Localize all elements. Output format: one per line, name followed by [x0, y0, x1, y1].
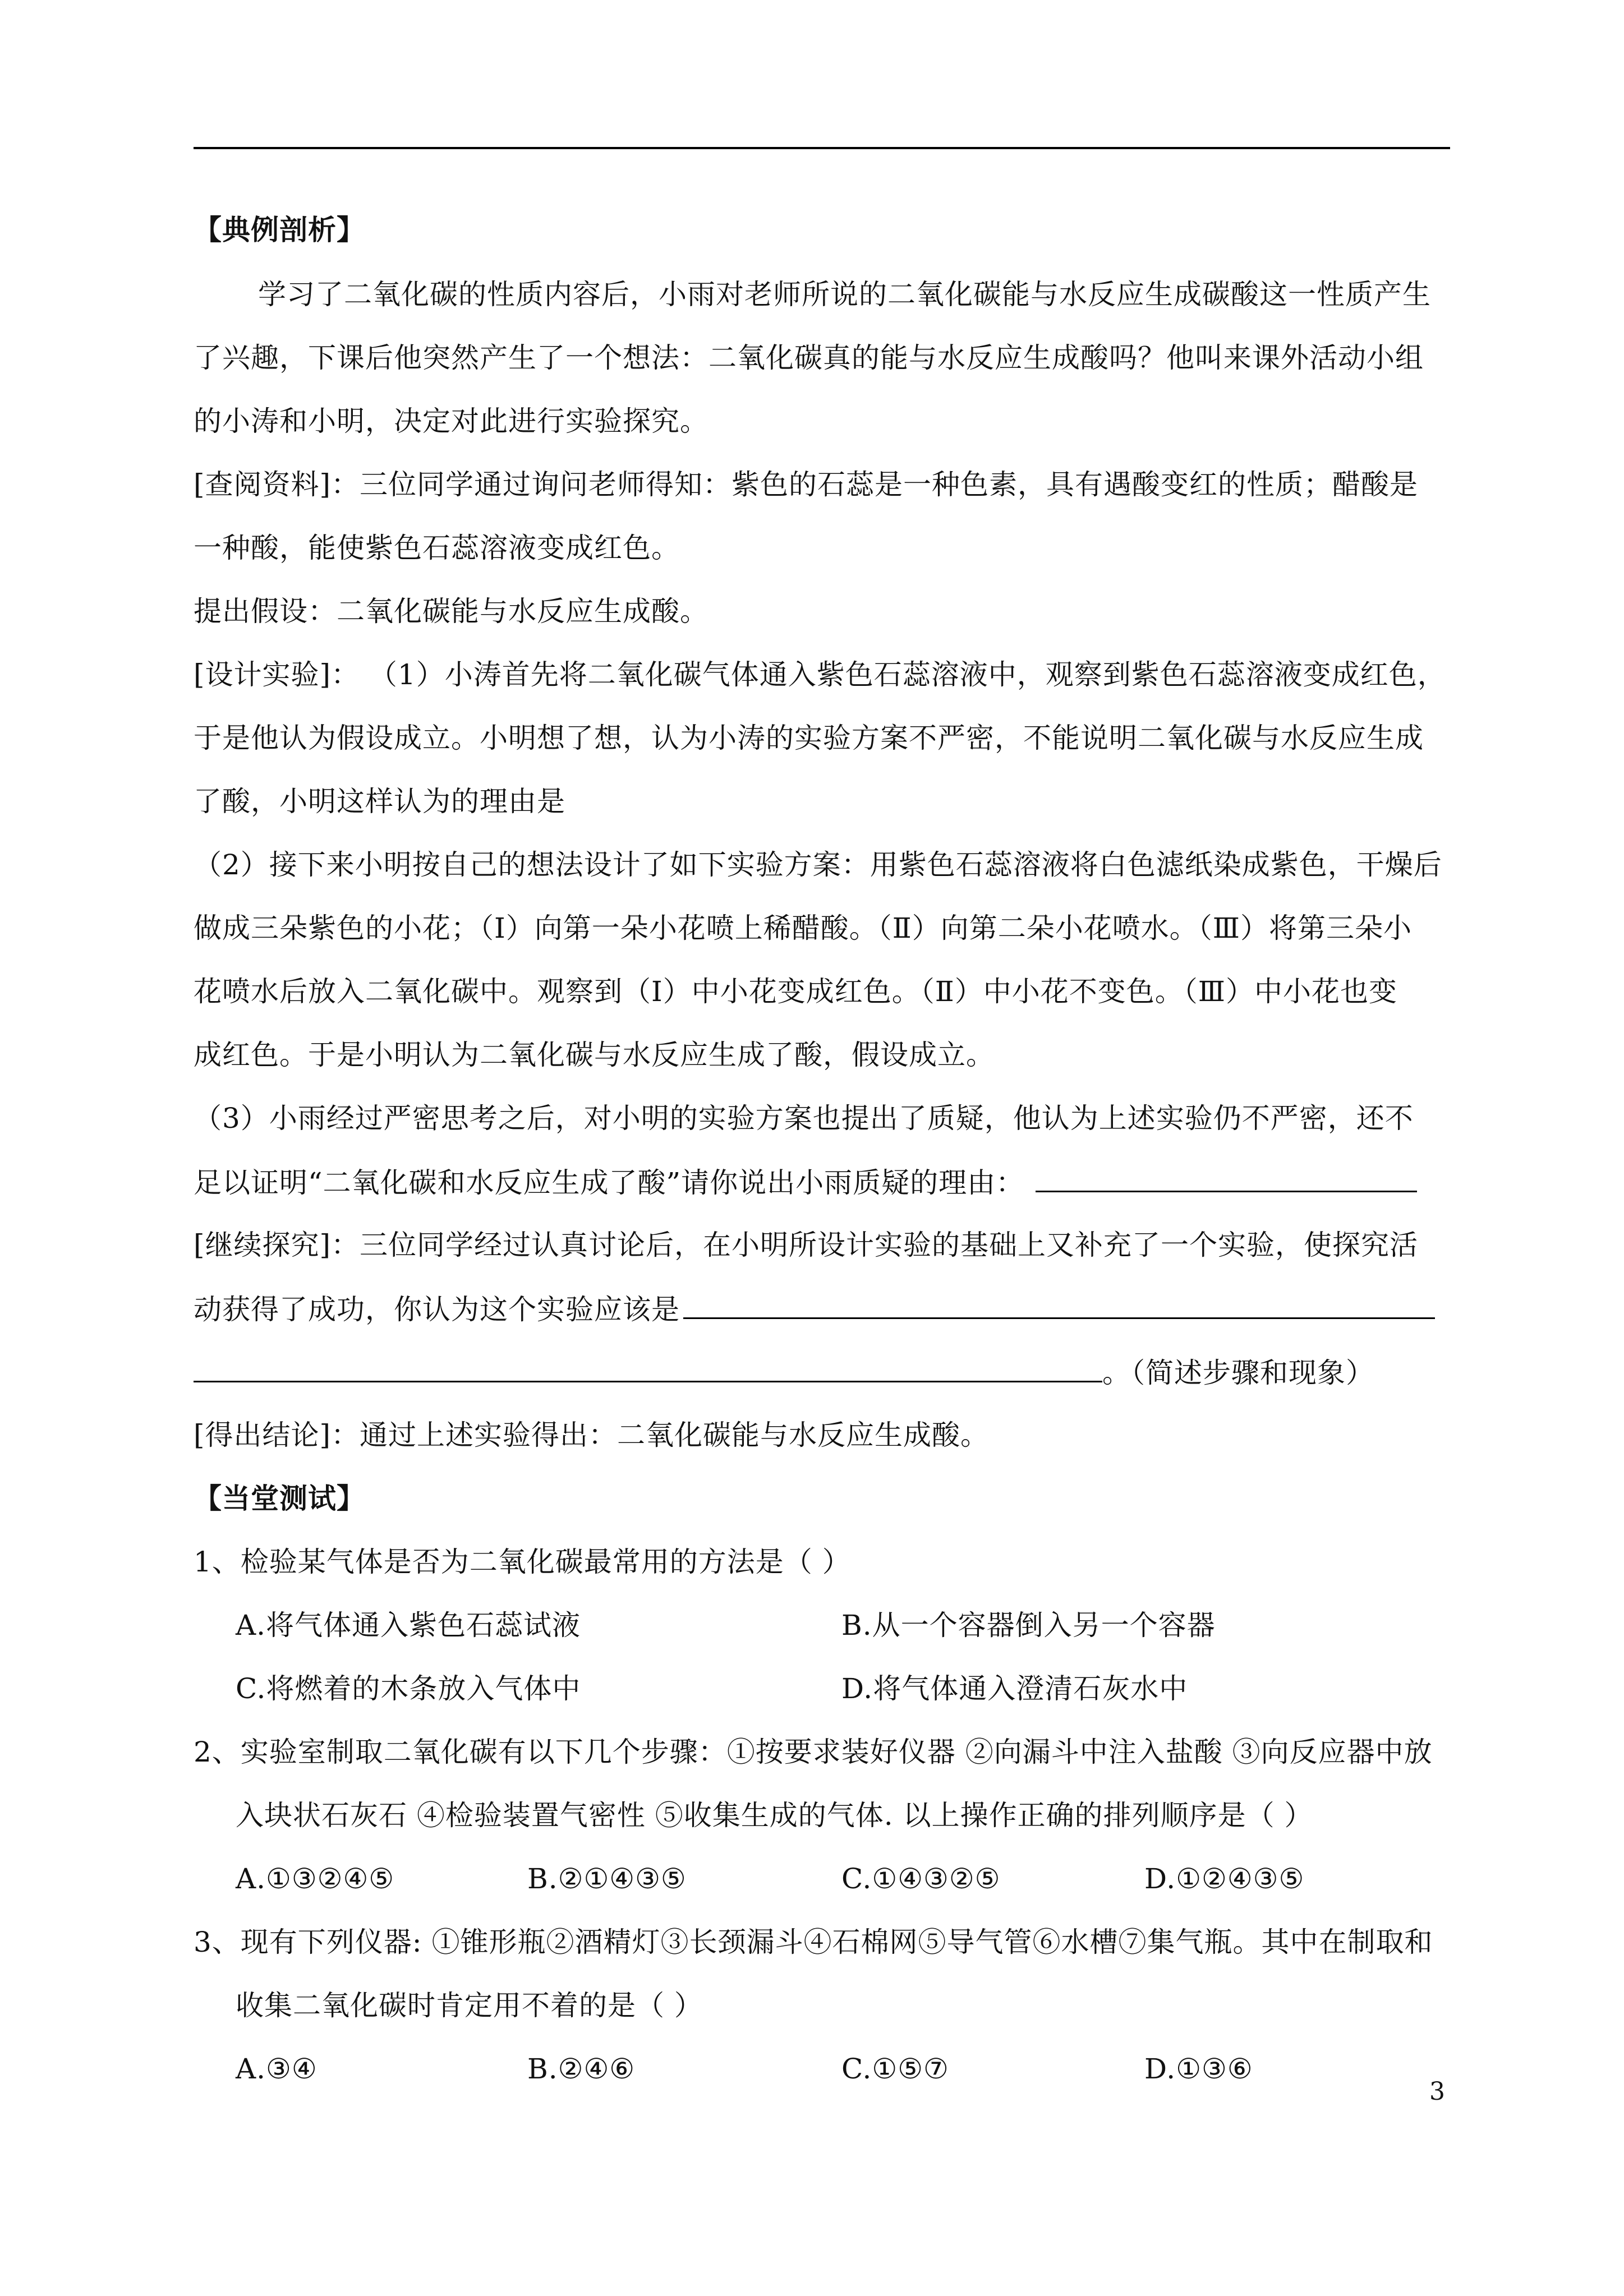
q3-option-b[interactable]: B.②④⑥	[527, 2053, 636, 2085]
q2-stem-line-2: 入块状石灰石 ④检验装置气密性 ⑤收集生成的气体. 以上操作正确的排列顺序是（ ）	[236, 1799, 1313, 1832]
q3-option-d[interactable]: D.①③⑥	[1144, 2053, 1253, 2085]
step2-line-3: 花喷水后放入二氧化碳中。观察到（Ⅰ）中小花变成红色。（Ⅱ）中小花不变色。（Ⅲ）中小花也变	[194, 975, 1397, 1008]
header-rule	[194, 147, 1450, 149]
q2-option-c[interactable]: C.①④③②⑤	[841, 1862, 1001, 1895]
q1-stem: 1、检验某气体是否为二氧化碳最常用的方法是（ ）	[194, 1546, 851, 1578]
q1-option-d[interactable]: D.将气体通入澄清石灰水中	[841, 1672, 1188, 1705]
hypothesis-line: 提出假设：二氧化碳能与水反应生成酸。	[194, 595, 709, 628]
q3-option-a[interactable]: A.③④	[236, 2053, 318, 2085]
answer-blank-step3[interactable]	[1036, 1165, 1417, 1192]
conclusion-line: [得出结论]：通过上述实验得出：二氧化碳能与水反应生成酸。	[194, 1419, 990, 1451]
lookup-line-2: 一种酸，能使紫色石蕊溶液变成红色。	[194, 532, 680, 564]
q3-option-c[interactable]: C.①⑤⑦	[841, 2053, 949, 2085]
continue-line-2-text: 动获得了成功，你认为这个实验应该是	[194, 1293, 680, 1326]
answer-blank-continue-2[interactable]	[194, 1355, 1102, 1382]
step2-line-1: （2）接下来小明按自己的想法设计了如下实验方案：用紫色石蕊溶液将白色滤纸染成紫色，干燥后	[194, 849, 1442, 881]
continue-tail: 。（简述步骤和现象）	[1102, 1357, 1374, 1389]
q3-stem-line-1: 3、现有下列仪器: ①锥形瓶②酒精灯③长颈漏斗④石棉网⑤导气管⑥水槽⑦集气瓶。其中在制取和	[194, 1926, 1433, 1958]
answer-blank-continue-1[interactable]	[683, 1292, 1435, 1319]
continue-line-3	[194, 1355, 1450, 1390]
section-heading-test: 【当堂测试】	[194, 1482, 365, 1515]
intro-line-2: 了兴趣，下课后他突然产生了一个想法：二氧化碳真的能与水反应生成酸吗？他叫来课外活动小组	[194, 342, 1424, 374]
page-number: 3	[1429, 2077, 1445, 2106]
q2-option-a[interactable]: A.①③②④⑤	[236, 1862, 395, 1895]
q1-option-c[interactable]: C.将燃着的木条放入气体中	[236, 1672, 581, 1705]
step3-line-2	[194, 1165, 1450, 1200]
step2-line-4: 成红色。于是小明认为二氧化碳与水反应生成了酸，假设成立。	[194, 1039, 995, 1071]
lookup-line-1: [查阅资料]：三位同学通过询问老师得知：紫色的石蕊是一种色素，具有遇酸变红的性质；醋酸是	[194, 468, 1419, 501]
section-heading-analysis: 【典例剖析】	[194, 213, 365, 246]
q2-option-d[interactable]: D.①②④③⑤	[1144, 1862, 1305, 1895]
continue-line-2	[194, 1292, 1450, 1326]
q2-stem-line-1: 2、实验室制取二氧化碳有以下几个步骤：①按要求装好仪器 ②向漏斗中注入盐酸 ③向反应器中放	[194, 1736, 1433, 1768]
continue-line-1: [继续探究]：三位同学经过认真讨论后，在小明所设计实验的基础上又补充了一个实验，使探究活	[194, 1229, 1419, 1261]
step3-line-2-text: 足以证明“二氧化碳和水反应生成了酸”请你说出小雨质疑的理由：	[194, 1167, 1025, 1199]
step3-line-1: （3）小雨经过严密思考之后，对小明的实验方案也提出了质疑，他认为上述实验仍不严密，还不	[194, 1102, 1414, 1135]
q1-option-a[interactable]: A.将气体通入紫色石蕊试液	[236, 1609, 581, 1642]
design-line-1: [设计实验]： （1）小涛首先将二氧化碳气体通入紫色石蕊溶液中，观察到紫色石蕊溶液变成红色，	[194, 658, 1446, 691]
intro-line-1: 学习了二氧化碳的性质内容后，小雨对老师所说的二氧化碳能与水反应生成碳酸这一性质产生	[258, 278, 1431, 311]
q2-option-b[interactable]: B.②①④③⑤	[527, 1862, 687, 1895]
step2-line-2: 做成三朵紫色的小花；（Ⅰ）向第一朵小花喷上稀醋酸。（Ⅱ）向第二朵小花喷水。（Ⅲ）将第三朵小	[194, 912, 1412, 944]
q3-stem-line-2: 收集二氧化碳时肯定用不着的是（ ）	[236, 1989, 703, 2022]
intro-line-3: 的小涛和小明，决定对此进行实验探究。	[194, 405, 709, 437]
q1-option-b[interactable]: B.从一个容器倒入另一个容器	[841, 1609, 1216, 1642]
design-line-3: 了酸，小明这样认为的理由是	[194, 785, 565, 818]
design-line-2: 于是他认为假设成立。小明想了想，认为小涛的实验方案不严密，不能说明二氧化碳与水反应生成	[194, 722, 1424, 754]
